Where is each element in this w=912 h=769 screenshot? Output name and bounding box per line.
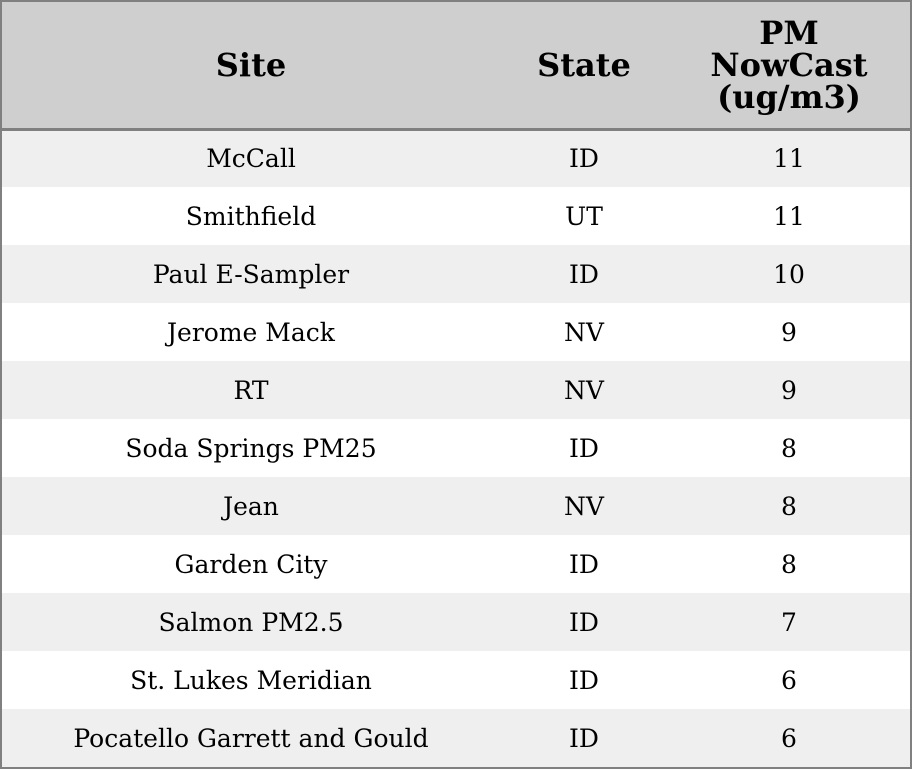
cell-state: ID [569, 259, 599, 289]
cell-site: Smithfield [185, 201, 317, 231]
cell-pm-nowcast: 8 [781, 433, 797, 463]
cell-site: Pocatello Garrett and Gould [73, 723, 429, 753]
cell-pm-nowcast: 9 [781, 375, 797, 405]
cell-state: NV [564, 375, 604, 405]
cell-site: Garden City [174, 549, 328, 579]
cell-state: UT [565, 201, 603, 231]
cell-pm-nowcast: 6 [781, 665, 797, 695]
table-row [2, 129, 910, 187]
column-header-pm-line-2: NowCast [710, 45, 868, 84]
table-row [2, 303, 910, 361]
cell-pm-nowcast: 9 [781, 317, 797, 347]
cell-site: Jerome Mack [167, 317, 335, 347]
cell-pm-nowcast: 6 [781, 723, 797, 753]
cell-pm-nowcast: 10 [773, 259, 805, 289]
table-row [2, 419, 910, 477]
cell-site: Jean [223, 491, 279, 521]
cell-pm-nowcast: 8 [781, 549, 797, 579]
cell-state: ID [569, 433, 599, 463]
pm-nowcast-table [2, 2, 910, 767]
table-row [2, 535, 910, 593]
cell-site: St. Lukes Meridian [130, 665, 372, 695]
table-row [2, 187, 910, 245]
cell-state: ID [569, 549, 599, 579]
column-header-pm-nowcast [668, 2, 910, 129]
cell-site: Soda Springs PM25 [125, 433, 377, 463]
column-header-site: Site [2, 2, 500, 129]
cell-site: RT [233, 375, 269, 405]
table-row [2, 245, 910, 303]
table-row [2, 477, 910, 535]
cell-site: McCall [206, 144, 296, 174]
cell-state: NV [564, 317, 604, 347]
cell-pm-nowcast: 11 [773, 144, 805, 174]
cell-pm-nowcast: 8 [781, 491, 797, 521]
table-row [2, 651, 910, 709]
cell-site: Salmon PM2.5 [158, 607, 344, 637]
column-header-pm-line-3: (ug/m3) [717, 77, 861, 116]
column-header-pm-line-1: PM [759, 13, 819, 52]
cell-state: ID [569, 144, 599, 174]
table-header-row [2, 2, 910, 129]
cell-state: NV [564, 491, 604, 521]
cell-state: ID [569, 723, 599, 753]
cell-pm-nowcast: 7 [781, 607, 797, 637]
cell-state: ID [569, 607, 599, 637]
column-header-state: State [500, 2, 668, 129]
cell-state: ID [569, 665, 599, 695]
table-body [2, 129, 910, 767]
table-row [2, 361, 910, 419]
table-row [2, 709, 910, 767]
cell-site: Paul E-Sampler [152, 259, 350, 289]
table-row [2, 593, 910, 651]
cell-pm-nowcast: 11 [773, 201, 805, 231]
